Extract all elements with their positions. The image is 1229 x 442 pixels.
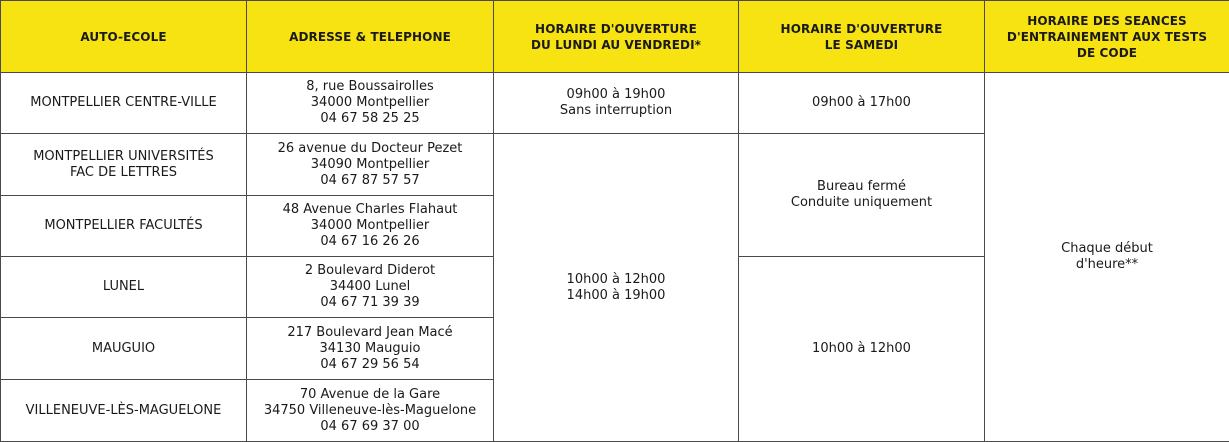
school-address: 2 Boulevard Diderot 34400 Lunel 04 67 71 39 39 <box>247 257 494 318</box>
header-row <box>1 1 1229 73</box>
school-address: 48 Avenue Charles Flahaut 34000 Montpellier 04 67 16 26 26 <box>247 196 494 257</box>
school-name: LUNEL <box>1 257 247 318</box>
header-saturday-hours: HORAIRE D'OUVERTURE LE SAMEDI <box>739 1 985 73</box>
school-name: MAUGUIO <box>1 318 247 380</box>
header-address-phone: ADRESSE & TELEPHONE <box>247 1 494 73</box>
weekday-hours-centre-ville: 09h00 à 19h00 Sans interruption <box>494 73 739 134</box>
header-auto-ecole: AUTO-ECOLE <box>1 1 247 73</box>
header-code-sessions: HORAIRE DES SEANCES D'ENTRAINEMENT AUX TESTS DE CODE <box>985 1 1229 73</box>
saturday-hours-centre-ville: 09h00 à 17h00 <box>739 73 985 134</box>
saturday-hours-others: 10h00 à 12h00 <box>739 257 985 442</box>
school-address: 70 Avenue de la Gare 34750 Villeneuve-lès-Maguelone 04 67 69 37 00 <box>247 380 494 442</box>
school-address: 217 Boulevard Jean Macé 34130 Mauguio 04 67 29 56 54 <box>247 318 494 380</box>
saturday-hours-facs: Bureau fermé Conduite uniquement <box>739 134 985 257</box>
school-name: MONTPELLIER UNIVERSITÉS FAC DE LETTRES <box>1 134 247 196</box>
school-name: MONTPELLIER CENTRE-VILLE <box>1 73 247 134</box>
weekday-hours-others: 10h00 à 12h00 14h00 à 19h00 <box>494 134 739 442</box>
school-address: 26 avenue du Docteur Pezet 34090 Montpellier 04 67 87 57 57 <box>247 134 494 196</box>
header-weekday-hours: HORAIRE D'OUVERTURE DU LUNDI AU VENDREDI* <box>494 1 739 73</box>
school-name: VILLENEUVE-LÈS-MAGUELONE <box>1 380 247 442</box>
code-sessions-cell: Chaque début d'heure** <box>985 73 1229 442</box>
school-name: MONTPELLIER FACULTÉS <box>1 196 247 257</box>
school-address: 8, rue Boussairolles 34000 Montpellier 04 67 58 25 25 <box>247 73 494 134</box>
table-row <box>1 73 1229 134</box>
